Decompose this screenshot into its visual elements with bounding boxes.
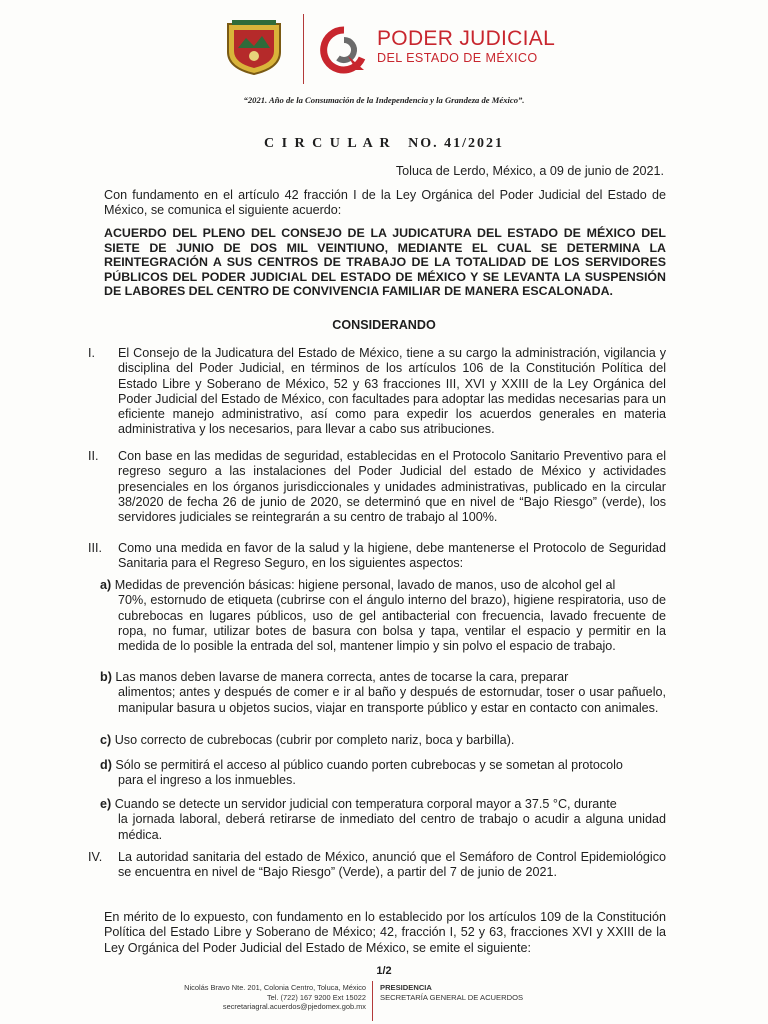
intro-paragraph: Con fundamento en el artículo 42 fracción I de la Ley Orgánica del Poder Judicial del Estado de México, se comunica el siguiente acuerdo: <box>104 188 666 218</box>
item-number: III. <box>88 541 102 555</box>
page-number: 1/2 <box>376 965 392 977</box>
poder-judicial-logo-icon <box>318 26 370 74</box>
footer-address: Nicolás Bravo Nte. 201, Colonia Centro, Toluca, México <box>184 983 366 992</box>
list-item <box>80 449 666 525</box>
subitem-continuation: alimentos; antes y después de comer e ir al baño y después de estornudar, toser o usar pañuelo, manipular basura u objetos sucios, viajar en transporte público y estar en contacto con animales. <box>118 685 666 715</box>
item-number: I. <box>88 346 95 360</box>
subitem-b <box>100 670 666 716</box>
date-line: Toluca de Lerdo, México, a 09 de junio de 2021. <box>395 164 664 178</box>
item-text: El Consejo de la Judicatura del Estado de México, tiene a su cargo la administración, vigilancia y disciplina del Poder Judicial, en términos de los artículos 106 de la Constitución Política del Estado Libre y Soberano de México, 52 y 63 fracciones III, XVI y XXIII de la Ley Orgánica del Poder Judicial del Estado de México, con facultades para adoptar las medidas necesarias para un eficiente manejo administrativo, así como para expedir los acuerdos generales en materia administrativa y los necesarios, para llevar a cabo sus atribuciones. <box>118 346 666 437</box>
brand-subtitle: DEL ESTADO DE MÉXICO <box>377 51 538 65</box>
header-divider <box>303 14 304 84</box>
list-item <box>80 541 666 572</box>
item-text: La autoridad sanitaria del estado de México, anunció que el Semáforo de Control Epidemiológico se encuentra en nivel de “Bajo Riesgo” (Verde), a partir del 7 de junio de 2021. <box>118 850 666 880</box>
footer-divider <box>372 981 373 1021</box>
item-number: IV. <box>88 850 103 864</box>
footer-department: SECRETARÍA GENERAL DE ACUERDOS <box>380 993 524 1002</box>
list-item <box>80 346 666 438</box>
subitem-letter: b) <box>100 670 112 684</box>
footer-contact <box>184 983 366 1012</box>
subitem-first-line: Las manos deben lavarse de manera correcta, antes de tocarse la cara, preparar <box>115 670 569 684</box>
footer-email: secretariagral.acuerdos@pjedomex.gob.mx <box>222 1002 366 1012</box>
estado-de-mexico-seal-icon <box>224 18 284 76</box>
brand-title: PODER JUDICIAL <box>377 27 556 50</box>
footer-office-name: PRESIDENCIA <box>380 983 432 992</box>
subitem-first-line: Cuando se detecte un servidor judicial con temperatura corporal mayor a 37.5 °C, durante <box>114 797 617 811</box>
subitem-continuation: 70%, estornudo de etiqueta (cubrirse con el ángulo interno del brazo), higiene respiratoria, uso de cubrebocas en lugares públicos, uso de gel antibacterial con frecuencia, lavado frecuente de ropa, no fumar, utilizar botes de basura con bolsa y tapa, ventilar el espacio y permitir en la medida de lo posible la entrada del sol, mantener limpio y sin polvo el espacio de trabajo. <box>118 593 666 654</box>
footer-phone: Tel. (722) 167 9200 Ext 15022 <box>266 992 366 1002</box>
subitem-e <box>100 797 666 843</box>
subitem-letter: c) <box>100 733 112 747</box>
document-title: C I R C U L A R NO. 41/2021 <box>263 136 505 151</box>
section-heading: CONSIDERANDO <box>332 318 436 332</box>
list-item <box>80 850 666 881</box>
agreement-title: ACUERDO DEL PLENO DEL CONSEJO DE LA JUDICATURA DEL ESTADO DE MÉXICO DEL SIETE DE JUNIO DE DOS MIL VEINTIUNO, MEDIANTE EL CUAL SE DETERMINA LA REINTEGRACIÓN A SUS CENTROS DE TRABAJO DE LA TOTALIDAD DE LOS SERVIDORES PÚBLICOS DEL PODER JUDICIAL DEL ESTADO DE MÉXICO Y SE LEVANTA LA SUSPENSIÓN DE LABORES DEL CENTRO DE CONVIVENCIA FAMILIAR DE MANERA ESCALONADA. <box>104 226 666 299</box>
subitem-a <box>100 578 666 654</box>
footer-office <box>380 983 523 1003</box>
subitem-letter: d) <box>100 758 112 772</box>
subitem-continuation: para el ingreso a los inmuebles. <box>118 773 296 788</box>
subitem-first-line: Sólo se permitirá el acceso al público cuando porten cubrebocas y se sometan al protocolo <box>115 758 623 772</box>
item-text: Con base en las medidas de seguridad, establecidas en el Protocolo Sanitario Preventivo para el regreso seguro a las instalaciones del Poder Judicial del estado de México y actividades presenciales en los órganos jurisdiccionales y unidades administrativas, publicado en la circular 38/2020 de fecha 26 de junio de 2020, se determinó que en nivel de “Bajo Riesgo” (verde), los servidores judiciales se reintegrarán a su centro de trabajo al 100%. <box>118 449 666 525</box>
item-number: II. <box>88 449 99 463</box>
subitem-first-line: Uso correcto de cubrebocas (cubrir por completo nariz, boca y barbilla). <box>114 733 515 747</box>
subitem-continuation: la jornada laboral, deberá retirarse de inmediato del centro de trabajo o acudir a alguna unidad médica. <box>118 812 666 842</box>
subitem-letter: e) <box>100 797 112 811</box>
subitem-c <box>100 733 666 748</box>
subitem-letter: a) <box>100 578 112 592</box>
subitem-first-line: Medidas de prevención básicas: higiene personal, lavado de manos, uso de alcohol gel al <box>114 578 616 592</box>
closing-paragraph: En mérito de lo expuesto, con fundamento en lo establecido por los artículos 109 de la Constitución Política del Estado Libre y Soberano de México; 42, fracción I, 52 y 63, fracciones XVI y XXIII de la Ley Orgánica del Poder Judicial del Estado de México, se emite el siguiente: <box>104 910 666 955</box>
motto: “2021. Año de la Consumación de la Independencia y la Grandeza de México”. <box>243 95 525 105</box>
item-text: Como una medida en favor de la salud y la higiene, debe mantenerse el Protocolo de Seguridad Sanitaria para el Regreso Seguro, en los siguientes aspectos: <box>118 541 666 571</box>
subitem-d <box>100 758 666 789</box>
